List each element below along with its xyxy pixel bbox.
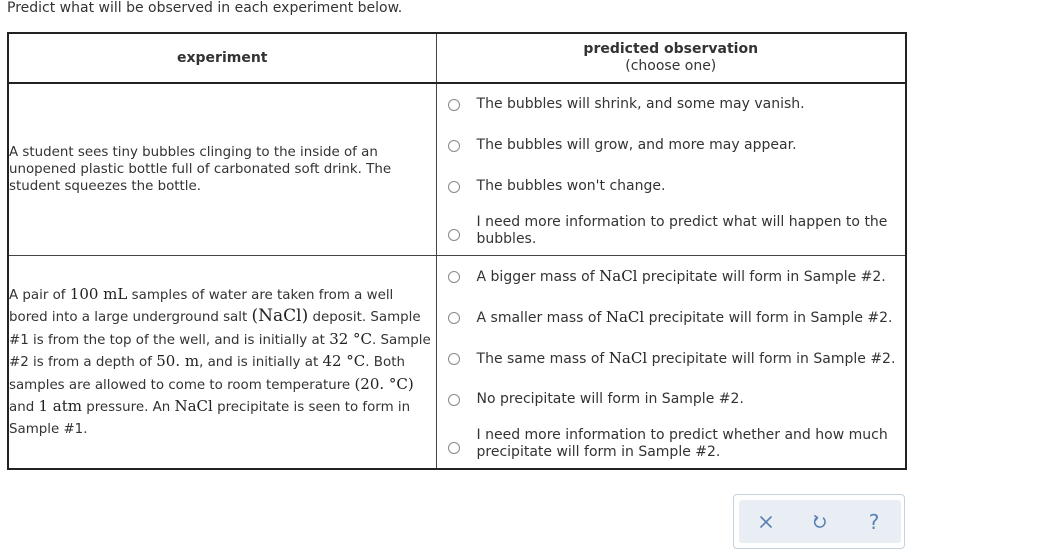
- option-no-change[interactable]: [437, 166, 905, 207]
- option-same-mass[interactable]: [437, 338, 905, 379]
- close-icon: [759, 515, 773, 529]
- depth-value: 50. m: [156, 352, 200, 371]
- option-no-precipitate[interactable]: [437, 379, 905, 420]
- option-label: I need more information to predict whether and how much precipitate will form in Sample #2.: [476, 427, 888, 460]
- header-observation: [436, 33, 906, 83]
- clear-button[interactable]: [751, 507, 781, 537]
- radio-button[interactable]: [448, 271, 460, 283]
- temp-2-value: 42 °C: [322, 352, 366, 371]
- help-button[interactable]: [859, 507, 889, 537]
- radio-button[interactable]: [448, 312, 460, 324]
- undo-icon: [812, 514, 828, 530]
- option-label: The bubbles will grow, and more may appear.: [476, 137, 797, 153]
- toolbar-buttons: [739, 500, 901, 543]
- experiment-row-1: [8, 83, 906, 256]
- header-observation-title: predicted observation: [583, 41, 759, 57]
- answer-toolbar: [733, 494, 905, 549]
- header-experiment: experiment: [8, 33, 436, 83]
- option-shrink[interactable]: [437, 84, 905, 125]
- nacl-formula: NaCl: [174, 397, 213, 416]
- experiment-table: [7, 32, 907, 470]
- option-label: No precipitate will form in Sample #2.: [476, 391, 744, 407]
- radio-button[interactable]: [448, 353, 460, 365]
- option-label: The bubbles will shrink, and some may vanish.: [476, 96, 805, 112]
- radio-button[interactable]: [448, 181, 460, 193]
- option-label: I need more information to predict what will happen to the bubbles.: [476, 214, 888, 247]
- radio-button[interactable]: [448, 140, 460, 152]
- option-need-info-2[interactable]: [437, 420, 905, 468]
- undo-button[interactable]: [805, 507, 835, 537]
- experiment-2-options: [436, 256, 906, 470]
- radio-button[interactable]: [448, 99, 460, 111]
- option-smaller-mass[interactable]: [437, 297, 905, 338]
- experiment-1-options: [436, 83, 906, 256]
- option-label: A bigger mass of NaCl precipitate will form in Sample #2.: [476, 266, 886, 285]
- experiment-row-2: [8, 256, 906, 470]
- option-grow[interactable]: [437, 125, 905, 166]
- option-label: A smaller mass of NaCl precipitate will form in Sample #2.: [476, 307, 893, 326]
- option-label: The same mass of NaCl precipitate will form in Sample #2.: [476, 348, 896, 367]
- option-bigger-mass[interactable]: [437, 256, 905, 297]
- header-observation-subtitle: (choose one): [625, 58, 717, 74]
- option-label: The bubbles won't change.: [476, 178, 666, 194]
- help-icon: ?: [868, 509, 880, 534]
- salt-formula: (NaCl): [251, 306, 309, 327]
- experiment-2-description: A pair of 100 mL samples of water are taken from a well bored into a large underground salt (NaCl) deposit. Sample #1 is from the top of the well, and is initially at 32 °C. Sample #2 is from a depth of 50. m, and is initially at 42 °C. Both samples are allowed to come to room temperature (20. °C) and 1 atm pressure. An NaCl precipitate is seen to form in Sample #1.: [8, 256, 436, 470]
- radio-button[interactable]: [448, 442, 460, 454]
- radio-button[interactable]: [448, 394, 460, 406]
- option-need-info[interactable]: [437, 207, 905, 255]
- pressure-value: 1 atm: [38, 397, 82, 416]
- room-temp-value: (20. °C): [354, 374, 414, 393]
- volume-value: 100 mL: [69, 284, 128, 303]
- experiment-1-description: A student sees tiny bubbles clinging to the inside of an unopened plastic bottle full of carbonated soft drink. The student squeezes the bottle.: [8, 83, 436, 256]
- instructions-text: Predict what will be observed in each experiment below.: [7, 0, 403, 16]
- temp-1-value: 32 °C: [329, 329, 373, 348]
- radio-button[interactable]: [448, 229, 460, 241]
